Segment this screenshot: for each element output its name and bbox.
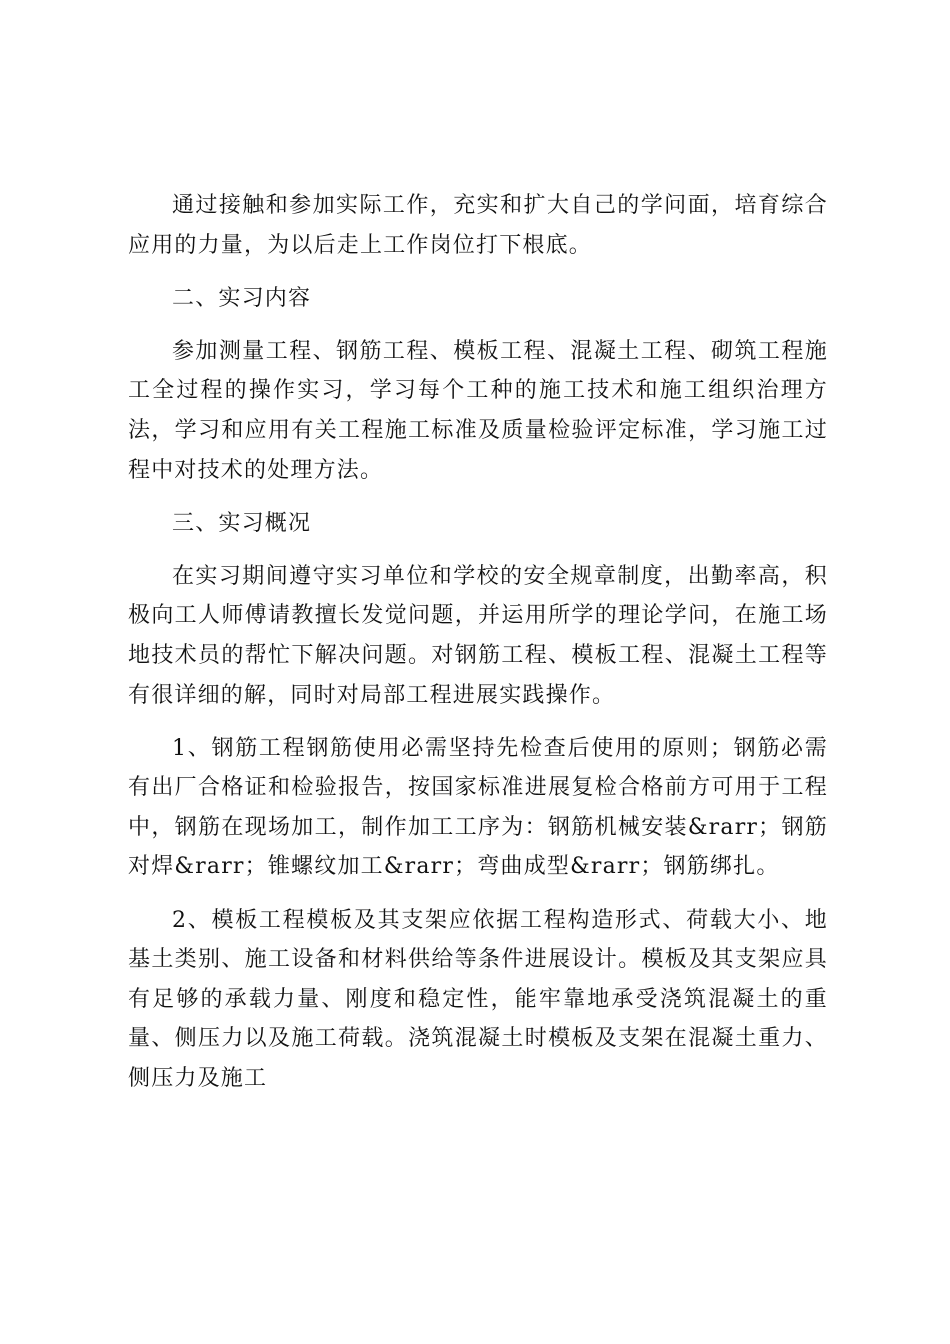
rebar-engineering-paragraph: 1、钢筋工程钢筋使用必需坚持先检查后使用的原则；钢筋必需有出厂合格证和检验报告，按国家标准进展复检合格前方可用于工程中，钢筋在现场加工，制作加工工序为：钢筋机械安装&rarr；钢筋对焊&rarr；锥螺纹加工&rarr；弯曲成型&rarr；钢筋绑扎。 <box>128 735 828 880</box>
formwork-engineering-paragraph: 2、模板工程模板及其支架应依据工程构造形式、荷载大小、地基土类别、施工设备和材料供给等条件进展设计。模板及其支架应具有足够的承载力量、刚度和稳定性，能牢靠地承受浇筑混凝土的重量、侧压力以及施工荷载。浇筑混凝土时模板及支架在混凝土重力、侧压力及施工 <box>128 907 828 1091</box>
intro-paragraph: 通过接触和参加实际工作，充实和扩大自己的学问面，培育综合应用的力量，为以后走上工作岗位打下根底。 <box>128 193 828 258</box>
section-heading-internship-content: 二、实习内容 <box>172 285 312 311</box>
document-body <box>128 186 828 1112</box>
internship-overview-paragraph: 在实习期间遵守实习单位和学校的安全规章制度，出勤率高，积极向工人师傅请教擅长发觉问题，并运用所学的理论学问，在施工场地技术员的帮忙下解决问题。对钢筋工程、模板工程、混凝土工程等有很详细的解，同时对局部工程进展实践操作。 <box>128 563 828 708</box>
internship-content-paragraph: 参加测量工程、钢筋工程、模板工程、混凝土工程、砌筑工程施工全过程的操作实习，学习每个工种的施工技术和施工组织治理方法，学习和应用有关工程施工标准及质量检验评定标准，学习施工过程中对技术的处理方法。 <box>128 338 828 483</box>
section-heading-internship-overview: 三、实习概况 <box>172 510 312 536</box>
